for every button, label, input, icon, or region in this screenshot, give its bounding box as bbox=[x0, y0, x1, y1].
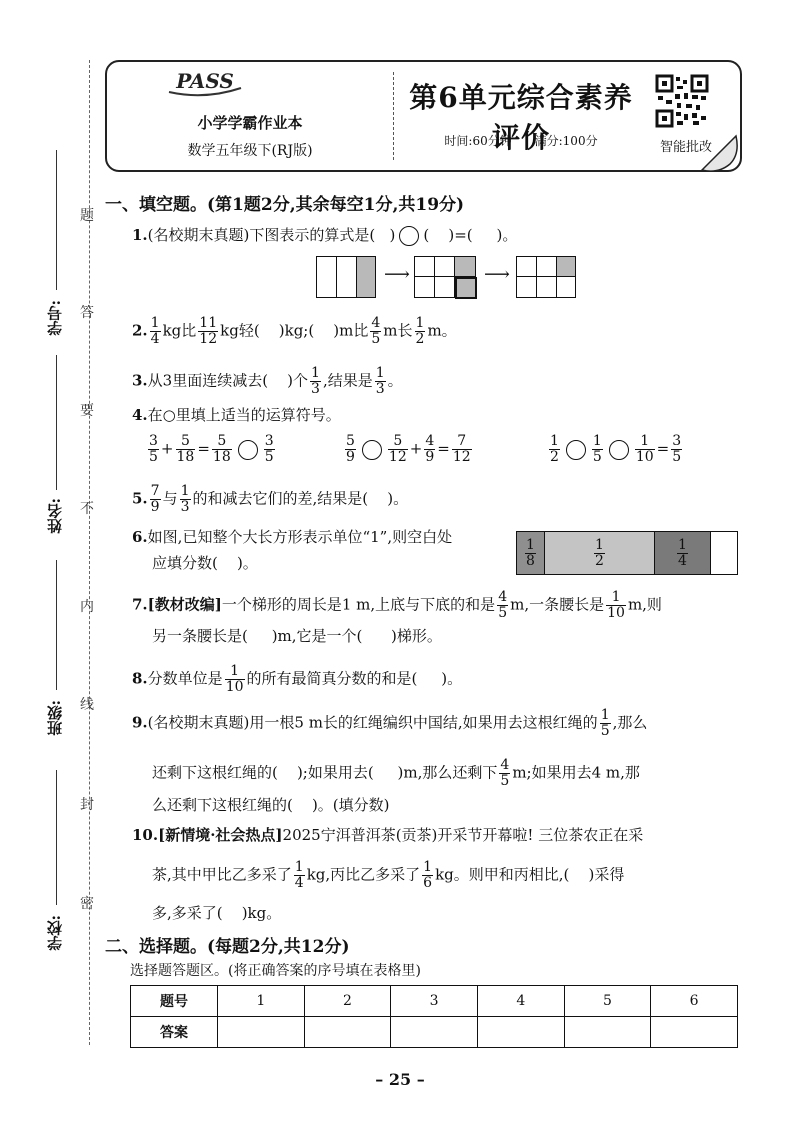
table-header-cell: 题号 bbox=[131, 986, 218, 1017]
question-1: 1.(名校期末真题)下图表示的算式是( ) ( )=( )。 bbox=[132, 226, 518, 244]
answer-cell[interactable] bbox=[391, 1017, 478, 1048]
full-score: 满分:100分 bbox=[534, 134, 598, 148]
margin-warning-char: 要 bbox=[80, 403, 94, 419]
time-limit: 时间:60分钟 bbox=[444, 134, 512, 148]
segment-one-eighth: $\frac{1}{8}$ bbox=[517, 532, 545, 574]
table-row bbox=[131, 1017, 738, 1048]
margin-warning-char: 题 bbox=[80, 208, 94, 224]
question-5: 5. $\frac{7}{9}$ 与 $\frac{1}{3}$ 的和减去它们的差,结果是( )。 bbox=[132, 483, 409, 515]
student-id-blank[interactable] bbox=[56, 150, 57, 290]
operator-circle[interactable] bbox=[609, 440, 629, 460]
section-1-title: 一、填空题。(第1题2分,其余每空1分,共19分) bbox=[105, 195, 465, 215]
operator-circle[interactable] bbox=[399, 226, 419, 246]
margin-warning-char: 密 bbox=[80, 896, 94, 912]
arrow-icon: ⟶ bbox=[484, 264, 510, 285]
answer-area-note: 选择题答题区。(将正确答案的序号填在表格里) bbox=[130, 963, 421, 979]
qr-code-icon[interactable] bbox=[655, 74, 709, 128]
question-number-cell: 5 bbox=[564, 986, 651, 1017]
operator-circle[interactable] bbox=[362, 440, 382, 460]
name-blank[interactable] bbox=[56, 355, 57, 490]
question-3: 3.从3里面连续减去( )个 $\frac{1}{3}$ ,结果是 $\frac{1}{3}$ 。 bbox=[132, 365, 403, 397]
margin-warning-char: 封 bbox=[80, 797, 94, 813]
answer-table bbox=[130, 985, 738, 1048]
unit-rectangle-figure bbox=[516, 531, 738, 575]
question-2: 2. $\frac{1}{4}$ kg比 $\frac{11}{12}$ kg轻( )kg;( )m比 $\frac{4}{5}$ m长 $\frac{1}{2}$ m。 bbox=[132, 315, 457, 347]
section-2-title: 二、选择题。(每题2分,共12分) bbox=[105, 937, 350, 957]
question-8: 8.分数单位是 $\frac{1}{10}$ 的所有最简真分数的和是( )。 bbox=[132, 663, 463, 695]
edition-label: 数学五年级下(RJ版) bbox=[187, 143, 313, 159]
table-header-cell: 答案 bbox=[131, 1017, 218, 1048]
equation-4b: $\frac{5}{9}$ $\frac{5}{12}$ + $\frac{4}{9}$ = $\frac{7}{12}$ bbox=[346, 433, 471, 465]
answer-cell[interactable] bbox=[218, 1017, 305, 1048]
figure-rect-thirds bbox=[316, 256, 376, 298]
question-10-line3: 多,多采了( )kg。 bbox=[152, 904, 282, 922]
answer-cell[interactable] bbox=[477, 1017, 564, 1048]
equation-4c: $\frac{1}{2}$ $\frac{1}{5}$ $\frac{1}{10}$ = $\frac{3}{5}$ bbox=[550, 433, 682, 465]
student-id-label: 学号: bbox=[46, 300, 64, 336]
answer-cell[interactable] bbox=[304, 1017, 391, 1048]
question-10: 10.[新情境·社会热点]2025宁洱普洱茶(贡茶)开采节开幕啦! 三位茶农正在采 bbox=[132, 826, 644, 844]
question-number-cell: 6 bbox=[651, 986, 738, 1017]
question-4: 4.在○里填上适当的运算符号。 bbox=[132, 406, 341, 424]
question-7-line2: 另一条腰长是( )m,它是一个( )梯形。 bbox=[152, 627, 442, 645]
question-number-cell: 3 bbox=[391, 986, 478, 1017]
margin-warning-char: 内 bbox=[80, 599, 94, 615]
name-label: 姓名: bbox=[46, 498, 64, 534]
segment-blank[interactable] bbox=[711, 532, 736, 574]
question-number-cell: 1 bbox=[218, 986, 305, 1017]
brand-name: 小学学霸作业本 bbox=[197, 114, 303, 132]
table-row bbox=[131, 986, 738, 1017]
segment-one-quarter: $\frac{1}{4}$ bbox=[655, 532, 711, 574]
class-label: 班级: bbox=[46, 700, 64, 736]
equation-4a: $\frac{3}{5}$ + $\frac{5}{18}$ = $\frac{5}{18}$ $\frac{3}{5}$ bbox=[149, 433, 274, 465]
page-title: 第6单元综合素养评价 bbox=[409, 81, 633, 154]
question-6: 6.如图,已知整个大长方形表示单位“1”,则空白处 bbox=[132, 528, 453, 546]
smart-grading-label: 智能批改 bbox=[659, 140, 712, 155]
page-curl-decoration bbox=[700, 134, 746, 174]
arrow-icon: ⟶ bbox=[384, 264, 410, 285]
page-number: – 25 – bbox=[375, 1070, 425, 1089]
question-9-line2: 还剩下这根红绳的( );如果用去( )m,那么还剩下 $\frac{4}{5}$ m;如果用去4 m,那 bbox=[152, 757, 640, 789]
svg-text:PASS: PASS bbox=[176, 70, 234, 93]
figure-rect-sixths bbox=[414, 256, 476, 298]
class-blank[interactable] bbox=[56, 560, 57, 690]
school-label: 学校: bbox=[46, 915, 64, 951]
answer-cell[interactable] bbox=[651, 1017, 738, 1048]
question-7: 7.[教材改编]一个梯形的周长是1 m,上底与下底的和是 $\frac{4}{5}$ m,一条腰长是 $\frac{1}{10}$ m,则 bbox=[132, 589, 662, 621]
operator-circle[interactable] bbox=[566, 440, 586, 460]
question-number-cell: 2 bbox=[304, 986, 391, 1017]
question-number-cell: 4 bbox=[477, 986, 564, 1017]
question-10-line2: 茶,其中甲比乙多采了 $\frac{1}{4}$ kg,丙比乙多采了 $\frac{1}{6}$ kg。则甲和丙相比,( )采得 bbox=[152, 859, 625, 891]
school-blank[interactable] bbox=[56, 770, 57, 905]
figure-rect-result bbox=[516, 256, 576, 298]
segment-one-half: $\frac{1}{2}$ bbox=[545, 532, 655, 574]
margin-warning-char: 不 bbox=[80, 501, 94, 517]
header-box bbox=[105, 60, 742, 172]
margin-warning-char: 线 bbox=[80, 697, 94, 713]
pass-logo bbox=[165, 70, 245, 98]
answer-cell[interactable] bbox=[564, 1017, 651, 1048]
question-6-line2: 应填分数( )。 bbox=[152, 554, 258, 572]
exam-meta bbox=[407, 132, 635, 149]
question-9-line3: 么还剩下这根红绳的( )。(填分数) bbox=[152, 796, 390, 814]
operator-circle[interactable] bbox=[238, 440, 258, 460]
margin-warning-char: 答 bbox=[80, 305, 94, 321]
header-divider bbox=[393, 72, 394, 160]
question-9: 9.(名校期末真题)用一根5 m长的红绳编织中国结,如果用去这根红绳的 $\frac{1}{5}$ ,那么 bbox=[132, 707, 648, 739]
